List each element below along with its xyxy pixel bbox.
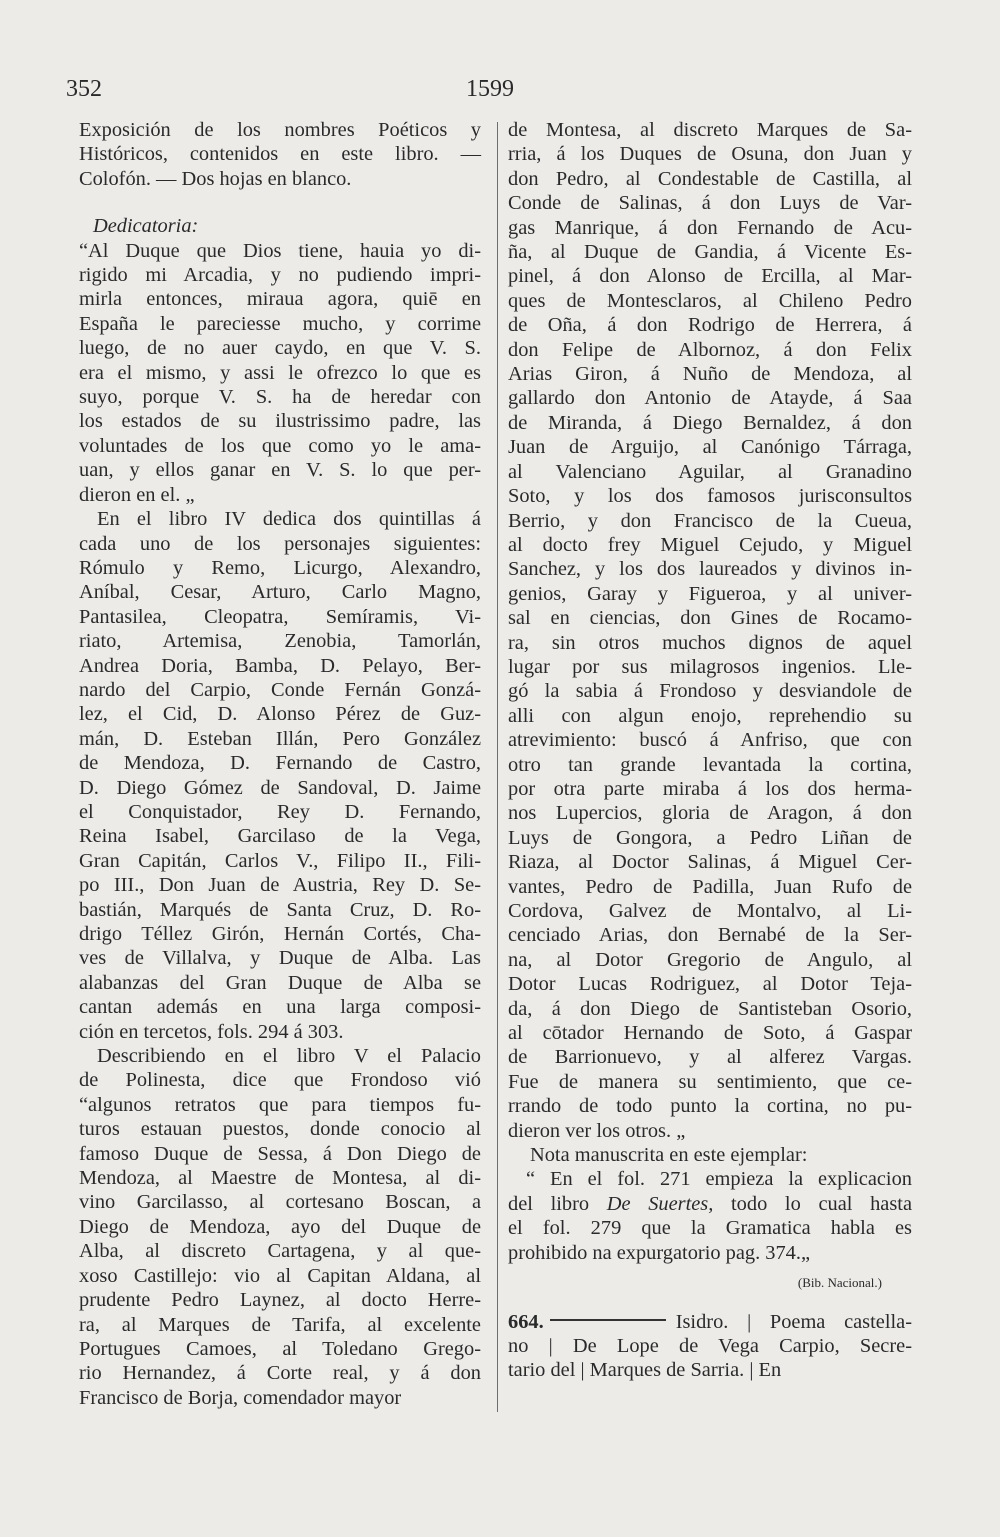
text-line: lugar por sus milagrosos ingenios. Lle-: [508, 655, 912, 678]
text-line: gas Manrique, á don Fernando de Acu-: [508, 216, 912, 239]
text-line: prudente Pedro Laynez, al docto Herre-: [79, 1289, 481, 1312]
text-line: uan, y ellos ganar en V. S. lo que per-: [79, 459, 481, 482]
paragraph-palacio: [79, 1044, 481, 1410]
paragraph-dedication: [79, 239, 481, 507]
text-line: Alba, al discreto Cartagena, y al que-: [79, 1240, 481, 1263]
paragraph-contents: [79, 118, 481, 191]
text-line: na, al Dotor Gregorio de Angulo, al: [508, 948, 912, 971]
text-line: España le pareciesse mucho, y corrime: [79, 312, 481, 335]
text-line: don Felipe de Albornoz, á don Felix: [508, 338, 912, 361]
text-line: cenciado Arias, don Bernabé de la Ser-: [508, 924, 912, 947]
text-line: rrando de todo punto la cortina, no pu-: [508, 1095, 912, 1118]
text-line: Cordova, Galvez de Montalvo, al Li-: [508, 900, 912, 922]
left-column: [79, 118, 481, 1410]
column-divider: [497, 122, 498, 1412]
text-line: gallardo don Antonio de Atayde, á Saa: [508, 387, 912, 410]
entry-body: [508, 1334, 912, 1383]
text-line: alabanzas del Gran Duque de Alba se: [79, 971, 481, 994]
text-line: dieron en el. „: [79, 483, 195, 506]
text-line: voluntades de los que como yo le ama-: [79, 434, 481, 457]
text-line: Sanchez, y los dos laureados y divinos in-: [508, 558, 912, 581]
text-line: por otra parte miraba á los dos herma-: [508, 777, 912, 800]
text-line: cantan además en una larga composi-: [79, 996, 481, 1019]
book-title: De Suertes,: [606, 1192, 714, 1215]
text-line: Portugues Camoes, al Toledano Grego-: [79, 1337, 481, 1360]
text-line: Andrea Doria, Bamba, D. Pelayo, Ber-: [79, 654, 481, 677]
text-line: po III., Don Juan de Austria, Rey D. Se-: [79, 874, 481, 897]
text-line: de Barrionuevo, y al alferez Vargas.: [508, 1046, 912, 1069]
text-line: rigido mi Arcadia, y no pudiendo impri-: [79, 264, 481, 287]
text-line: luego, de no auer caydo, en que V. S.: [79, 337, 481, 360]
text-line: mán, D. Esteban Illán, Pero González: [79, 727, 481, 750]
paragraph-quintillas: [79, 507, 481, 1044]
text-line: mirla entonces, miraua agora, quiē en: [79, 288, 481, 311]
text-line: ra, sin otros muchos dignos de aquel: [508, 631, 912, 654]
text-line: alli con algun enojo, reprehendio su: [508, 704, 912, 727]
text-line: Arias Giron, á Nuño de Mendoza, al: [508, 363, 912, 386]
text-line: vino Garcilasso, al cortesano Boscan, a: [79, 1191, 481, 1214]
entry-number: 664.: [508, 1310, 544, 1333]
text-line: Reina Isabel, Garcilaso de la Vega,: [79, 825, 481, 848]
text-line: bastián, Marqués de Santa Cruz, D. Ro-: [79, 898, 481, 921]
text-line: tario del | Marques de Sarria. | En: [508, 1359, 782, 1382]
text-line: al docto frey Miguel Cejudo, y Miguel: [508, 533, 912, 556]
text-line: no | De Lope de Vega Carpio, Secre-: [508, 1334, 912, 1357]
text-line: Berrio, y don Francisco de la Cueua,: [508, 509, 912, 532]
text-line: nos Lupercios, gloria de Aragon, á don: [508, 802, 912, 825]
text-line: ña, al Duque de Gandia, á Vicente Es-: [508, 241, 912, 264]
text-line: suyo, porque V. S. ha de heredar con: [79, 386, 481, 409]
text-line: ción en tercetos, fols. 294 á 303.: [79, 1020, 344, 1043]
entry-heading: [508, 1310, 912, 1334]
text-line: de Miranda, á Diego Bernaldez, á don: [508, 411, 912, 434]
text-line: pinel, á don Alonso de Ercilla, al Mar-: [508, 265, 912, 288]
text-line: dieron ver los otros. „: [508, 1119, 686, 1142]
text-line: Aníbal, Cesar, Arturo, Carlo Magno,: [79, 581, 481, 604]
text-line: al Valenciano Aguilar, al Granadino: [508, 460, 912, 483]
text-line: gó la sabia á Frondoso y desviandole de: [508, 680, 912, 703]
note-intro: Nota manuscrita en este ejemplar:: [530, 1144, 808, 1167]
page-header: [66, 76, 926, 108]
right-column: [508, 118, 912, 1383]
note-line: el fol. 279 que la Gramatica habla es: [508, 1217, 912, 1240]
text-line: drigo Téllez Girón, Hernán Cortés, Cha-: [79, 923, 481, 945]
text-line: Mendoza, al Maestre de Montesa, al di-: [79, 1167, 481, 1190]
text-line: ves de Villalva, y Duque de Alba. Las: [79, 947, 481, 970]
text-line: de Oña, á don Rodrigo de Herrera, á: [508, 314, 912, 337]
dedication-heading: Dedicatoria:: [93, 215, 199, 238]
text-line: cada uno de los personajes siguientes:: [79, 532, 481, 555]
text-line: genios, Garay y Figueroa, y al univer-: [508, 582, 912, 605]
text-line: vantes, Pedro de Padilla, Juan Rufo de: [508, 875, 912, 898]
text-line: D. Diego Gómez de Sandoval, D. Jaime: [79, 776, 481, 799]
text-line: “algunos retratos que para tiempos fu-: [79, 1093, 481, 1116]
note-line: “ En el fol. 271 empieza la explicacion: [526, 1168, 912, 1191]
text-line: de Mendoza, D. Fernando de Castro,: [79, 752, 481, 775]
text-line: de Montesa, al discreto Marques de Sa-: [508, 119, 912, 141]
running-year: 1599: [466, 76, 514, 102]
text-line: Históricos, contenidos en este libro. —: [79, 143, 481, 166]
text-line: Luys de Gongora, a Pedro Liñan de: [508, 826, 912, 849]
text-line: ra, al Marques de Tarifa, al excelente: [79, 1313, 481, 1336]
text-line: don Pedro, al Condestable de Castilla, al: [508, 167, 912, 190]
text-line: Fue de manera su sentimiento, que ce-: [508, 1070, 912, 1093]
text-line: famoso Duque de Sessa, á Don Diego de: [79, 1142, 481, 1165]
text-line: los estados de su ilustrissimo padre, las: [79, 410, 481, 433]
text-line: “Al Duque que Dios tiene, hauia yo di-: [79, 239, 481, 262]
text-line: Gran Capitán, Carlos V., Filipo II., Fili-: [79, 849, 481, 872]
text-line: Pantasilea, Cleopatra, Semíramis, Vi-: [79, 605, 481, 628]
text-line: Riaza, al Doctor Salinas, á Miguel Cer-: [508, 851, 912, 874]
text-line: riato, Artemisa, Zenobia, Tamorlán,: [79, 630, 481, 653]
text-line: Rómulo y Remo, Licurgo, Alexandro,: [79, 556, 481, 579]
note-line: prohibido na expurgatorio pag. 374.„: [508, 1241, 811, 1264]
note-line: del libro De Suertes, todo lo cual hasta: [508, 1192, 912, 1215]
text-line: Juan de Arguijo, al Canónigo Tárraga,: [508, 436, 912, 459]
text-line: de Polinesta, dice que Frondoso vió: [79, 1069, 481, 1092]
text-line: Francisco de Borja, comendador mayor: [79, 1386, 402, 1409]
text-line: era el mismo, y assi le ofrezco lo que es: [79, 361, 481, 384]
paragraph-portraits: [508, 118, 912, 1143]
text-line: Dotor Lucas Rodriguez, al Dotor Teja-: [508, 973, 912, 996]
text-line: da, á don Diego de Santisteban Osorio,: [508, 997, 912, 1020]
source-citation: (Bib. Nacional.): [797, 1275, 882, 1291]
text-line: rria, á los Duques de Osuna, don Juan y: [508, 143, 912, 166]
text-line: En el libro IV dedica dos quintillas á: [97, 508, 481, 531]
text-line: sal en ciencias, don Gines de Rocamo-: [508, 607, 912, 630]
text-line: lez, el Cid, D. Alonso Pérez de Guz-: [79, 703, 481, 726]
text-line: ques de Montesclaros, al Chileno Pedro: [508, 289, 912, 312]
text-line: el Conquistador, Rey D. Fernando,: [79, 800, 481, 823]
text-line: Describiendo en el libro V el Palacio: [97, 1045, 481, 1068]
page-number: 352: [66, 76, 102, 102]
text-line: Conde de Salinas, á don Luys de Var-: [508, 192, 912, 215]
text-line: rio Hernandez, á Corte real, y á don: [79, 1362, 481, 1385]
text-line: turos estauan puestos, donde conocio al: [79, 1118, 481, 1141]
text-line: atrevimiento: buscó á Anfriso, que con: [508, 729, 912, 752]
entry-rule: [550, 1319, 666, 1321]
text-line: Colofón. — Dos hojas en blanco.: [79, 167, 352, 190]
text-line: xoso Castillejo: vio al Capitan Aldana, al: [79, 1264, 481, 1287]
text-line: Diego de Mendoza, ayo del Duque de: [79, 1215, 481, 1238]
entry-title: Isidro. | Poema castella-: [675, 1310, 912, 1333]
text-line: otro tan grande levantada la cortina,: [508, 753, 912, 776]
text-line: al cōtador Hernando de Soto, á Gaspar: [508, 1022, 912, 1045]
text-line: nardo del Carpio, Conde Fernán Gonzá-: [79, 678, 481, 701]
text-line: Soto, y los dos famosos jurisconsultos: [508, 485, 912, 508]
handwritten-note: [508, 1167, 912, 1265]
text-line: Exposición de los nombres Poéticos y: [79, 119, 481, 141]
